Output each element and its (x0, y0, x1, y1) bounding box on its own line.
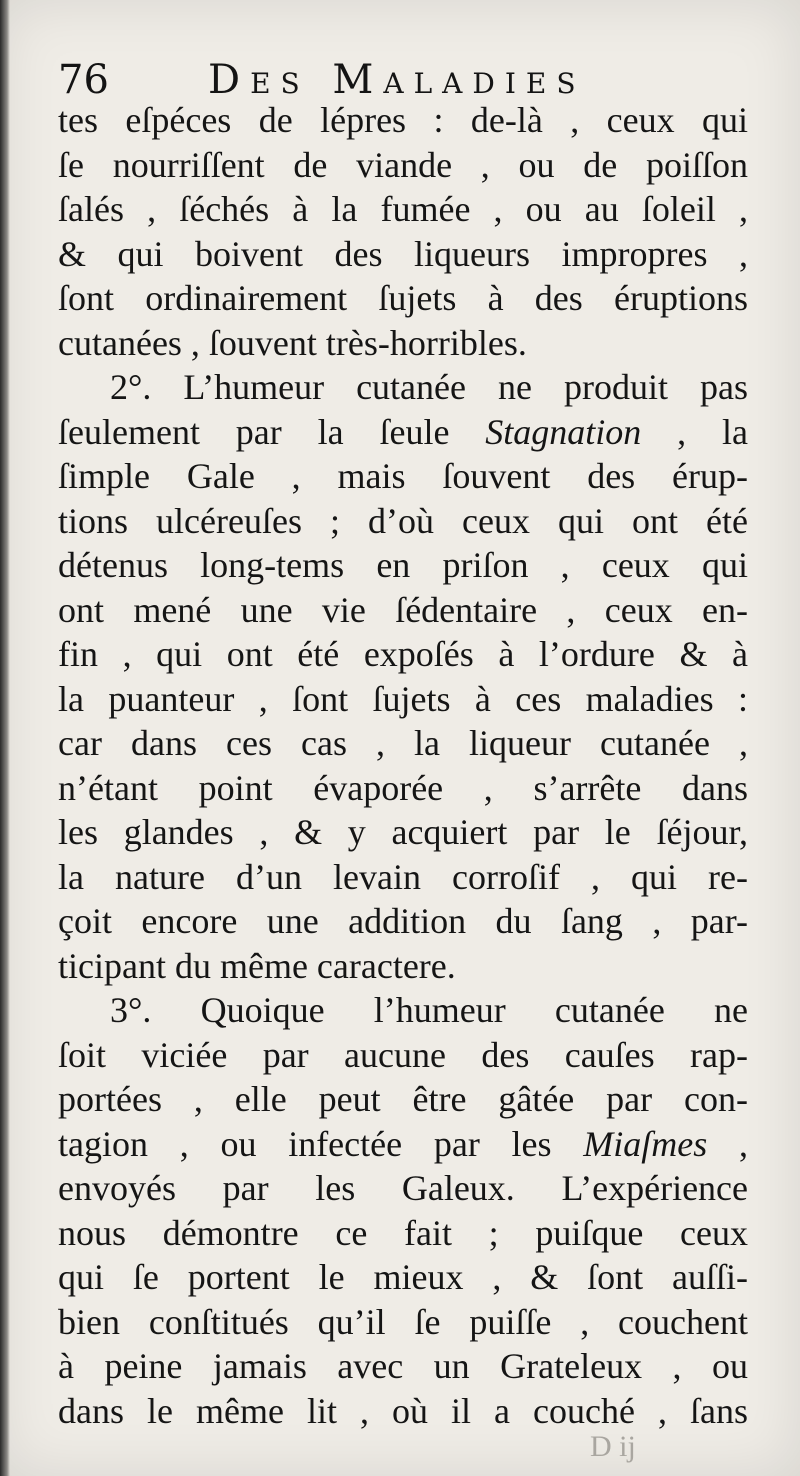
italic-term-stagnation: Stagnation (485, 411, 642, 452)
text-line: ſoit viciée par aucune des cauſes rap- (58, 1034, 748, 1075)
text-line: tions ulcéreuſes ; d’où ceux qui ont été (58, 500, 748, 541)
page-gutter-shadow (0, 0, 10, 1476)
text-line: & qui boivent des liqueurs impropres , (58, 233, 748, 274)
text-segment: ſeulement par la ſeule (58, 411, 450, 452)
text-line-with-italic (58, 410, 748, 455)
text-line-paragraph-3-start: 3°. Quoique l’humeur cutanée ne (110, 990, 748, 1030)
text-line: ſe nourriſſent de viande , ou de poiſſon (58, 144, 748, 185)
page-footer (0, 1418, 800, 1476)
text-line: portées , elle peut être gâtée par con- (58, 1079, 748, 1119)
text-line: à peine jamais avec un Grateleux , ou (58, 1346, 748, 1386)
text-line: car dans ces cas , la liqueur cutanée , (58, 723, 748, 763)
text-line: détenus long-tems en priſon , ceux qui (58, 545, 748, 585)
text-line: n’étant point évaporée , s’arrête dans (58, 767, 748, 808)
text-line: ticipant du même caractere. (58, 945, 456, 986)
text-line: dans le même lit , où il a couché , ſans (58, 1390, 748, 1431)
page-number: 76 (58, 57, 109, 103)
signature-mark: D ij (590, 1430, 636, 1463)
text-line: la nature d’un levain corroſif , qui re- (58, 856, 748, 897)
text-line: çoit encore une addition du ſang , par- (58, 901, 748, 941)
text-line: envoyés par les Galeux. L’expérience (58, 1168, 748, 1208)
text-segment: tagion , ou infectée par les (58, 1123, 552, 1164)
text-line: nous démontre ce fait ; puiſque ceux (58, 1212, 748, 1253)
text-line: qui ſe portent le mieux , & ſont auſſi- (58, 1257, 748, 1297)
italic-term-miasmes: Miaſmes (583, 1123, 708, 1164)
body-text (58, 98, 748, 1433)
text-segment: , (707, 1123, 749, 1164)
text-line: ſalés , ſéchés à la fumée , ou au ſoleil , (58, 189, 748, 229)
running-head: Des Maladies (208, 57, 586, 103)
text-line: bien conſtitués qu’il ſe puiſſe , couchent (58, 1301, 748, 1342)
text-line-with-italic (58, 1122, 748, 1167)
text-line: la puanteur , ſont ſujets à ces maladies : (58, 678, 748, 719)
text-segment: , la (641, 411, 748, 452)
text-line: fin , qui ont été expoſés à l’ordure & à (58, 634, 748, 674)
text-line-paragraph-2-start: 2°. L’humeur cutanée ne produit pas (110, 367, 748, 407)
text-line: tes eſpéces de lépres : de-là , ceux qui (58, 100, 748, 140)
text-line: ont mené une vie ſédentaire , ceux en- (58, 589, 748, 630)
text-line: les glandes , & y acquiert par le ſéjour, (58, 812, 748, 852)
text-line: ſimple Gale , mais ſouvent des érup- (58, 456, 748, 496)
page-header (58, 44, 758, 104)
text-line: cutanées , ſouvent très-horribles. (58, 322, 527, 363)
text-line: ſont ordinairement ſujets à des éruptions (58, 278, 748, 318)
